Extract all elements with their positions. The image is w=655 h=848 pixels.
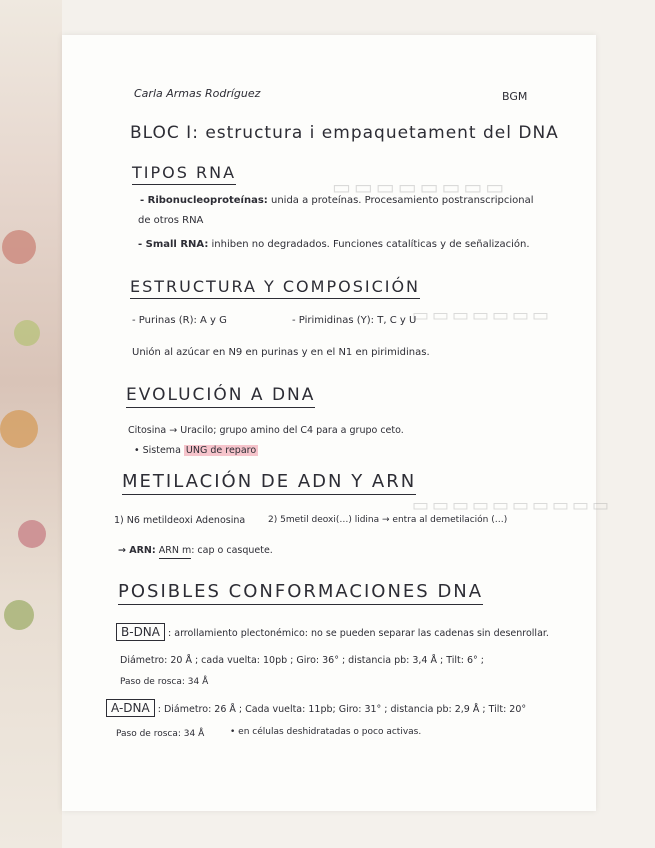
arn-m-boxed: ARN m bbox=[159, 545, 191, 559]
section-heading-evolucion: EVOLUCIÓN A DNA bbox=[126, 385, 315, 408]
flower-decoration bbox=[4, 600, 34, 630]
pirimidinas-line: - Pirimidinas (Y): T, C y U bbox=[292, 315, 417, 326]
small-rna-text: inhiben no degradados. Funciones catalíticas y de señalización. bbox=[211, 239, 530, 250]
ribo-label: - Ribonucleoproteínas: bbox=[140, 195, 268, 206]
metilacion-item-2: 2) 5metil deoxi(…) lidina → entra al demetilación (…) bbox=[268, 515, 508, 525]
section-heading-tipos-rna: TIPOS RNA bbox=[132, 163, 236, 185]
small-rna-line bbox=[138, 239, 530, 250]
flower-decoration bbox=[2, 230, 36, 264]
bdna-line-2: Diámetro: 20 Å ; cada vuelta: 10pb ; Giro: 36° ; distancia pb: 3,4 Å ; Tilt: 6° ; bbox=[120, 655, 484, 666]
bdna-label: B-DNA bbox=[116, 623, 165, 641]
notebook-page bbox=[62, 35, 613, 811]
course-code: BGM bbox=[502, 90, 528, 103]
flower-decoration bbox=[0, 410, 38, 448]
ribo-line-2: de otros RNA bbox=[138, 215, 204, 226]
arn-rest: : cap o casquete. bbox=[191, 545, 273, 556]
union-line: Unión al azúcar en N9 en purinas y en el N1 en pirimidinas. bbox=[132, 347, 430, 358]
ribo-text: unida a proteínas. Procesamiento postranscripcional bbox=[271, 195, 534, 206]
bleed-through: ▭▭▭▭▭▭▭▭ bbox=[332, 175, 508, 199]
bleed-through: ▭▭▭▭▭▭▭ bbox=[412, 305, 553, 326]
ung-bullet bbox=[134, 445, 258, 456]
flower-decoration bbox=[18, 520, 46, 548]
small-rna-label: - Small RNA: bbox=[138, 239, 209, 250]
adna-text: : Diámetro: 26 Å ; Cada vuelta: 11pb; Giro: 31° ; distancia pb: 2,9 Å ; Tilt: 20° bbox=[157, 704, 527, 715]
section-heading-conformaciones: POSIBLES CONFORMACIONES DNA bbox=[118, 581, 483, 605]
adna-line bbox=[106, 701, 526, 715]
ung-bullet-prefix: • Sistema bbox=[134, 445, 181, 456]
purinas-line: - Purinas (R): A y G bbox=[132, 315, 227, 326]
adna-label: A-DNA bbox=[106, 699, 155, 717]
bleed-through: ▭▭▭▭▭▭▭▭▭▭ bbox=[412, 495, 613, 516]
evolucion-line: Citosina → Uracilo; grupo amino del C4 para a grupo ceto. bbox=[128, 425, 404, 436]
flower-decoration bbox=[14, 320, 40, 346]
adna-note: • en células deshidratadas o poco activas. bbox=[230, 727, 422, 737]
arn-line bbox=[118, 545, 273, 556]
arn-prefix: → ARN: bbox=[118, 545, 156, 556]
page-title: BLOC I: estructura i empaquetament del DNA bbox=[130, 123, 559, 143]
ribo-line bbox=[140, 195, 534, 206]
section-heading-estructura: ESTRUCTURA Y COMPOSICIÓN bbox=[130, 277, 420, 299]
bdna-text: : arrollamiento plectonémico: no se pueden separar las cadenas sin desenrollar. bbox=[168, 628, 549, 639]
bdna-line bbox=[116, 625, 549, 639]
adna-line-2: Paso de rosca: 34 Å bbox=[116, 729, 205, 739]
metilacion-item-1: 1) N6 metildeoxi Adenosina bbox=[114, 515, 246, 526]
ung-highlight: UNG de reparo bbox=[185, 445, 257, 456]
section-heading-metilacion: METILACIÓN DE ADN Y ARN bbox=[122, 471, 416, 495]
author-name: Carla Armas Rodríguez bbox=[134, 87, 261, 100]
bdna-line-3: Paso de rosca: 34 Å bbox=[120, 677, 209, 687]
